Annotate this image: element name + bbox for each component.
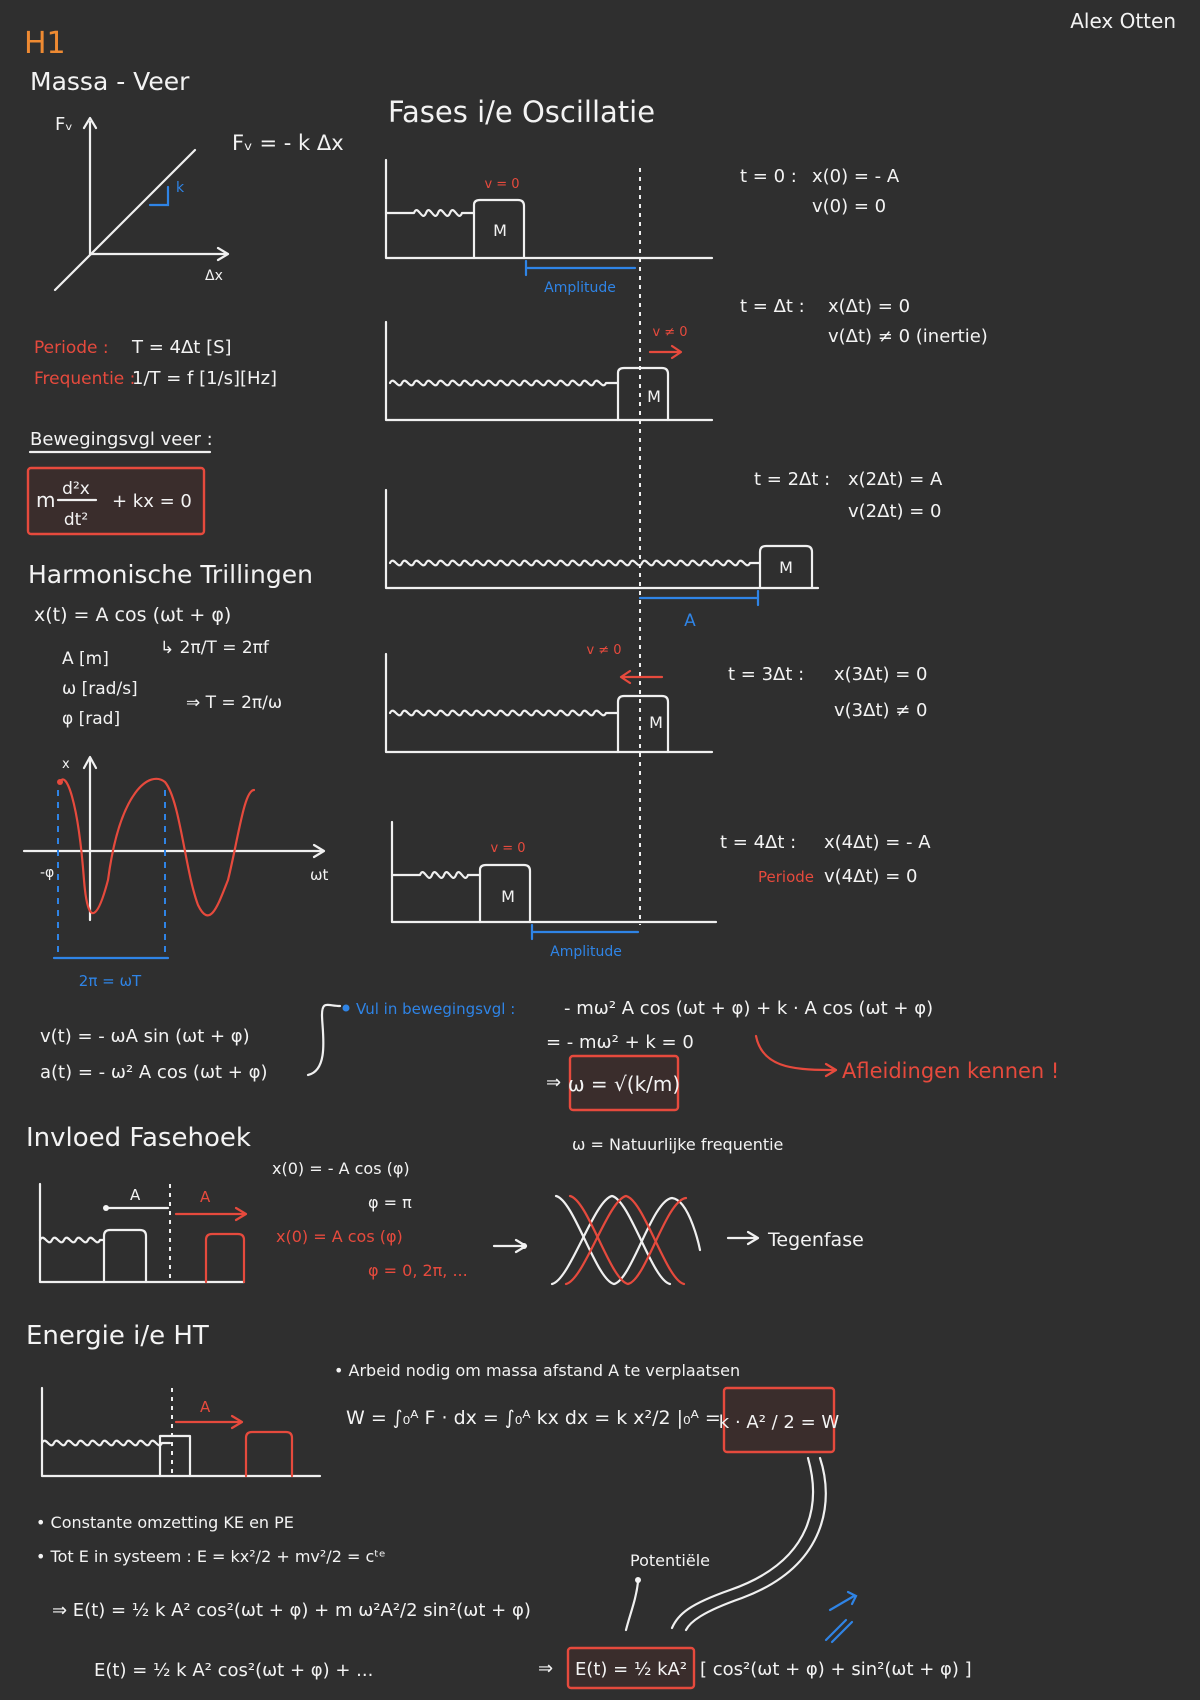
state-3-time: t = 2Δt : [754,469,831,490]
state-3-x: x(2Δt) = A [848,469,943,490]
final-energy-formula: E(t) = ½ kA² [574,1659,688,1680]
double-link-arrow [672,1458,813,1628]
final-energy-rest: [ cos²(ωt + φ) + sin²(ωt + φ) ] [700,1659,972,1680]
phase-diagram-2 [386,322,712,420]
phase-diagram-5 [392,822,716,960]
omega-formula: ω = √(k/m) [567,1072,681,1096]
state-1-time: t = 0 : [740,166,797,187]
svg-text:Amplitude: Amplitude [544,280,616,296]
phase-diagram-3 [386,490,818,631]
svg-text:m: m [36,488,56,512]
state-4-v: v(3Δt) ≠ 0 [834,700,928,721]
svg-text:M: M [779,558,793,577]
fasehoek-line-1: x(0) = - A cos (φ) [272,1159,410,1178]
axis-x-label: Δx [205,268,223,284]
unit-phi: φ [rad] [62,709,121,729]
velocity-equation: v(t) = - ωA sin (ωt + φ) [40,1026,250,1047]
frequentie-label: Frequentie : [34,369,136,389]
harmonic-equation: x(t) = A cos (ωt + φ) [34,604,232,626]
unit-omega: ω [rad/s] [62,679,138,699]
state-1-x: x(0) = - A [812,166,900,187]
svg-text:M: M [501,887,515,906]
author-name: Alex Otten [1070,9,1176,33]
state-4-time: t = 3Δt : [728,664,805,685]
phase-diagram-4 [386,643,712,752]
period-relation: ⇒ T = 2π/ω [186,693,283,713]
omega-note: ω = Natuurlijke frequentie [572,1135,784,1154]
energy-line-1: ⇒ E(t) = ½ k A² cos²(ωt + φ) + m ω²A²/2 sin²(ωt + φ) [52,1600,531,1621]
fasehoek-diagram [40,1184,246,1282]
state-2-x: x(Δt) = 0 [828,296,911,317]
state-5-x: x(4Δt) = - A [824,832,931,853]
fasehoek-line-3: x(0) = A cos (φ) [276,1227,403,1246]
periode-label: Periode : [34,338,109,358]
graph-span-label: 2π = ωT [78,972,142,990]
svg-text:A: A [684,611,696,631]
section-title-fases: Fases i/e Oscillatie [388,95,656,129]
svg-text:M: M [649,713,663,732]
derivation-lead: Vul in bewegingsvgl : [356,1000,516,1018]
svg-text:v ≠ 0: v ≠ 0 [586,643,622,658]
state-1-v: v(0) = 0 [812,196,887,217]
slope-label: k [176,180,185,196]
svg-text:M: M [493,221,507,240]
bracket-arrow [308,1005,340,1075]
force-law: Fᵥ = - k Δx [232,131,344,155]
svg-text:+ kx = 0: + kx = 0 [112,491,192,512]
graph-x-label: ωt [310,866,329,884]
unit-amplitude: A [m] [62,649,109,669]
svg-text:v = 0: v = 0 [490,841,526,856]
section-title-energie: Energie i/e HT [26,1321,209,1351]
remark-afleidingen: Afleidingen kennen ! [842,1059,1060,1083]
work-result: k · A² / 2 = W [718,1412,840,1433]
svg-text:A: A [130,1186,141,1204]
svg-text:Amplitude: Amplitude [550,944,622,960]
section-title-fasehoek: Invloed Fasehoek [26,1123,251,1153]
bewegingsvgl-title: Bewegingsvgl veer : [30,429,213,450]
svg-text:v = 0: v = 0 [484,177,520,192]
tegenfase-waves [552,1196,700,1284]
remark-arrow [756,1036,836,1076]
fasehoek-line-4: φ = 0, 2π, ... [368,1261,468,1280]
potentiele-label: Potentiële [630,1551,710,1570]
arbeid-bullet: • Arbeid nodig om massa afstand A te verplaatsen [334,1361,741,1380]
fasehoek-line-2: φ = π [368,1193,412,1212]
phase-diagram-1 [386,160,712,296]
state-5-v: v(4Δt) = 0 [824,866,918,887]
final-arrow: ⇒ [538,1658,554,1679]
svg-text:M: M [647,387,661,406]
section-title-harmonische: Harmonische Trillingen [28,560,313,589]
svg-text:v ≠ 0: v ≠ 0 [652,325,688,340]
periode-value: T = 4Δt [S] [132,337,232,358]
state-5-time: t = 4Δt : [720,832,797,853]
derivation-line-1: - mω² A cos (ωt + φ) + k · A cos (ωt + φ) [564,998,934,1019]
state-5-note: Periode [758,868,815,886]
slope-triangle [150,187,168,205]
cosine-graph [24,757,329,990]
svg-text:A: A [200,1188,211,1206]
force-graph [55,114,228,290]
omega-arrow: ⇒ [546,1072,562,1093]
derivation-line-2: = - mω² + k = 0 [546,1032,694,1053]
acceleration-equation: a(t) = - ω² A cos (ωt + φ) [40,1062,268,1083]
bullet-omzetting: • Constante omzetting KE en PE [36,1513,294,1532]
harmonic-note: ↳ 2π/T = 2πf [160,638,269,658]
state-3-v: v(2Δt) = 0 [848,501,942,522]
work-equation: W = ∫₀ᴬ F · dx = ∫₀ᴬ kx dx = k x²/2 |₀ᴬ = [346,1407,721,1429]
tegenfase-label: Tegenfase [768,1229,864,1251]
section-title-massa-veer: Massa - Veer [30,67,190,96]
svg-text:d²x: d²x [62,479,90,499]
axis-y-label: Fᵥ [55,114,73,135]
bullet-tot-e: • Tot E in systeem : E = kx²/2 + mv²/2 = cᵗᵉ [36,1547,386,1566]
state-4-x: x(3Δt) = 0 [834,664,928,685]
energy-line-2: E(t) = ½ k A² cos²(ωt + φ) + ... [94,1660,374,1681]
energie-diagram [42,1388,320,1476]
frequentie-value: 1/T = f [1/s][Hz] [132,368,278,389]
state-2-time: t = Δt : [740,296,805,317]
graph-phi-label: -φ [40,865,55,881]
bewegingsvgl-box [28,468,204,534]
chapter-heading: H1 [24,26,66,61]
state-2-v: v(Δt) ≠ 0 (inertie) [828,326,988,347]
graph-y-label: x [62,757,70,772]
svg-text:A: A [200,1398,211,1416]
svg-text:dt²: dt² [63,510,89,530]
